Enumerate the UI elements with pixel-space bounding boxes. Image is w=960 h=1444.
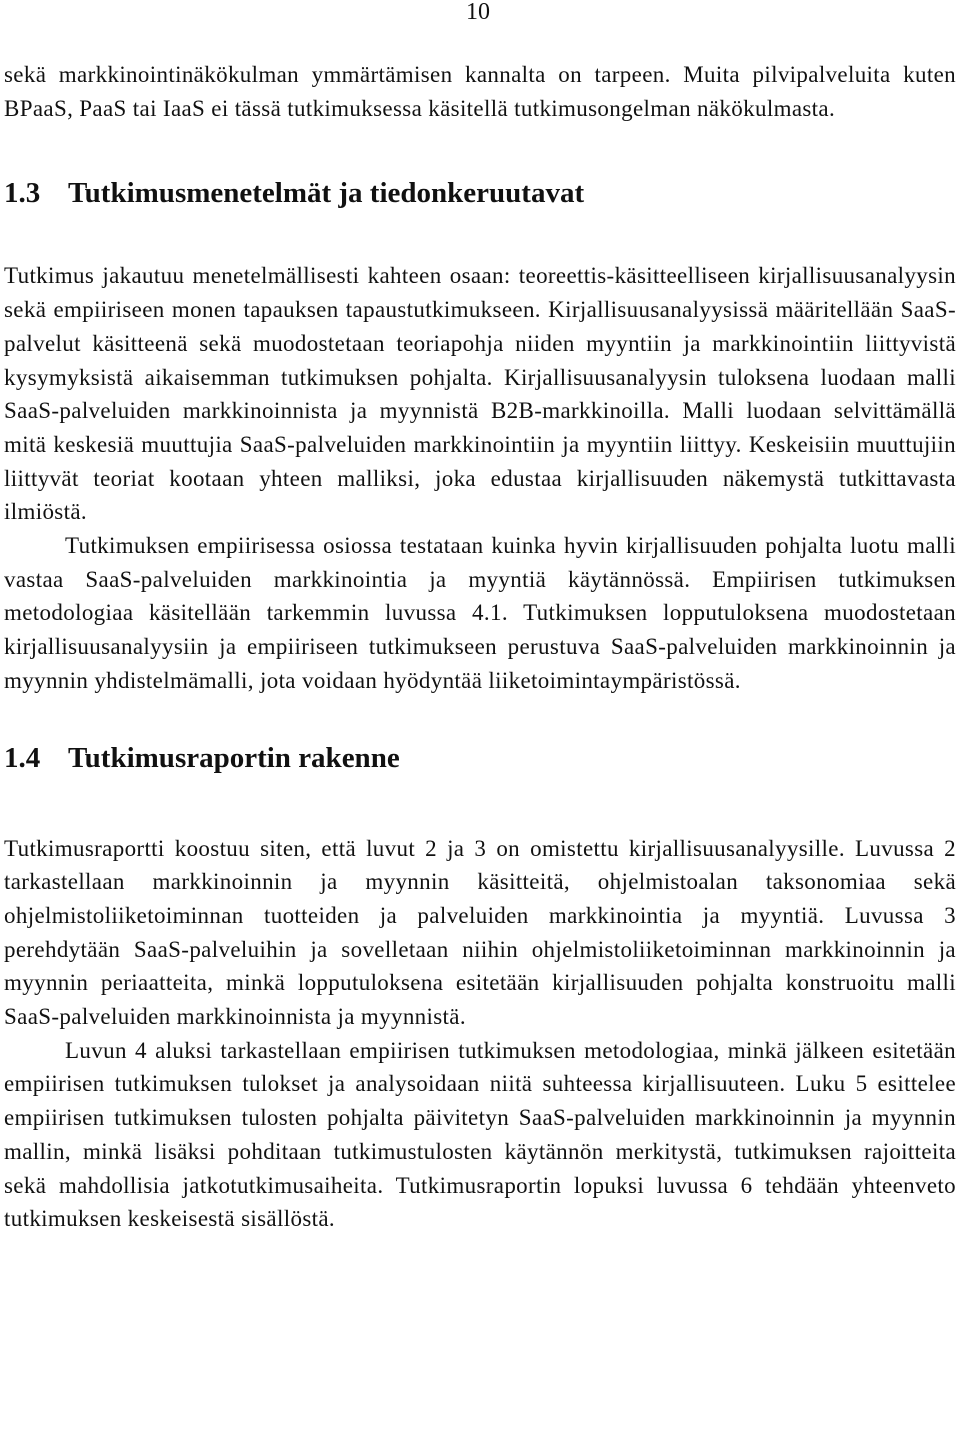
intro-paragraph: sekä markkinointinäkökulman ymmärtämisen kannalta on tarpeen. Muita pilvipalveluita kuten BPaaS, PaaS tai IaaS ei tässä tutkimuksessa käsitellä tutkimusongelman näkökulmasta. [4, 62, 956, 121]
section-1-3-paragraph-2: Tutkimuksen empiirisessa osiossa testataan kuinka hyvin kirjallisuuden pohjalta luotu malli vastaa SaaS-palveluiden markkinointia ja myyntiä käytännössä. Empiirisen tutkimuksen metodologiaa käsitellään tarkemmin luvussa 4.1. Tutkimuksen lopputuloksena muodostetaan kirjallisuusanalyysiin ja empiiriseen tutkimukseen perustuva SaaS-palveluiden markkinoinnin ja myynnin yhdistelmämalli, jota voidaan hyödyntää liiketoimintaympäristössä. [4, 533, 956, 693]
section-number: 1.3 [4, 177, 41, 210]
page-content [4, 58, 956, 1236]
section-title: Tutkimusraportin rakenne [68, 741, 400, 774]
page-number: 10 [466, 0, 490, 25]
section-number: 1.4 [4, 741, 41, 774]
section-1-4-paragraph-2: Luvun 4 aluksi tarkastellaan empiirisen tutkimuksen metodologiaa, minkä jälkeen esitetään empiirisen tutkimuksen tulokset ja analysoidaan niitä suhteessa kirjallisuuteen. Luku 5 esittelee empiirisen tutkimuksen tulosten pohjalta päivitetyn SaaS-palveluiden markkinoinnin ja myynnin mallin, minkä lisäksi pohditaan tutkimustulosten käytännön merkitystä, tutkimuksen rajoitteita sekä mahdollisia jatkotutkimusaiheita. Tutkimusraportin lopuksi luvussa 6 tehdään yhteenveto tutkimuksen keskeisestä sisällöstä. [4, 1037, 956, 1232]
section-heading-1-4 [4, 740, 956, 776]
section-1-3-paragraph-1: Tutkimus jakautuu menetelmällisesti kahteen osaan: teoreettis-käsitteelliseen kirjallisuusanalyysin sekä empiiriseen monen tapauksen tapaustutkimukseen. Kirjallisuusanalyysissä määritellään SaaS-palvelut käsitteenä sekä muodostetaan teoriapohja niiden myyntiin ja markkinointiin liittyvistä kysymyksistä aikaisemman tutkimuksen pohjalta. Kirjallisuusanalyysin tuloksena luodaan malli SaaS-palveluiden markkinoinnista ja myynnistä B2B-markkinoilla. Malli luodaan selvittämällä mitä keskesiä muuttujia SaaS-palveluiden markkinointiin ja myyntiin liittyy. Keskeisiin muuttujiin liittyvät teoriat kootaan yhteen malliksi, joka edustaa kirjallisuuden näkemystä tutkittavasta ilmiöstä. [4, 263, 956, 525]
section-title: Tutkimusmenetelmät ja tiedonkeruutavat [68, 177, 585, 210]
section-1-4-paragraph-1: Tutkimusraportti koostuu siten, että luvut 2 ja 3 on omistettu kirjallisuusanalyysille. Luvussa 2 tarkastellaan markkinoinnin ja myynnin käsitteitä, ohjelmistoalan taksonomiaa sekä ohjelmistoliiketoiminnan tuotteiden ja palveluiden markkinointia ja myyntiä. Luvussa 3 perehdytään SaaS-palveluihin ja sovelletaan niihin ohjelmistoliiketoiminnan markkinoinnin ja myynnin periaatteita, minkä lopputuloksena esitetään kirjallisuuden pohjalta konstruoitu malli SaaS-palveluiden markkinoinnista ja myynnistä. [4, 835, 956, 1030]
section-heading-1-3 [4, 175, 956, 211]
